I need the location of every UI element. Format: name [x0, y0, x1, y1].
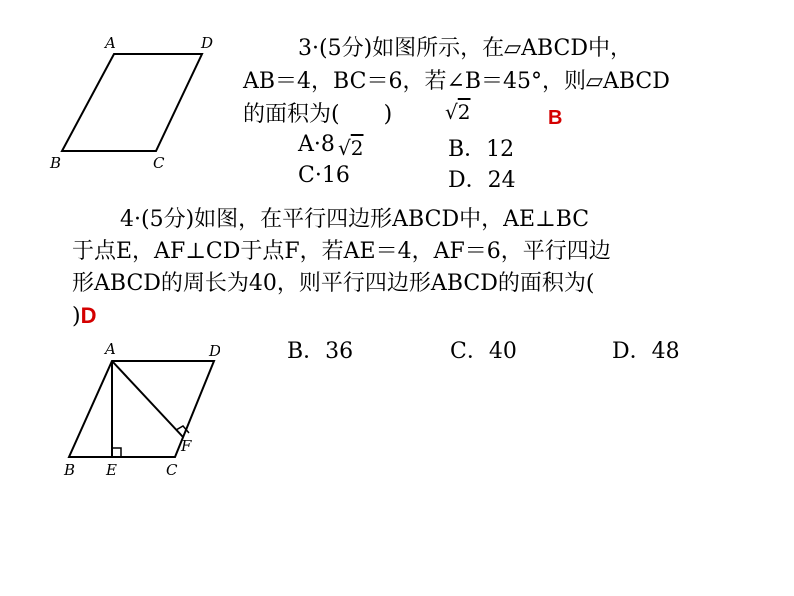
q4-line-3: 形ABCD的周长为40，则平行四边形ABCD的面积为( [72, 271, 595, 296]
q3-answer: B [548, 107, 563, 129]
q3-line-1: 3·(5分)如图所示，在▱ABCD中， [298, 36, 633, 61]
q4-answer: D [80, 303, 97, 328]
q4-parallelogram-diagram [62, 336, 220, 483]
q3-figure [47, 30, 214, 176]
q3-label-c: C [153, 154, 165, 172]
q3-option-a: A·8 [298, 132, 335, 157]
q4-label-e: E [106, 461, 117, 479]
q3-parallelogram-diagram [47, 30, 214, 176]
q3-label-b: B [50, 154, 62, 172]
q3-parallelogram [62, 54, 202, 151]
q3-sqrt-float: √2 [445, 100, 471, 124]
q4-label-d: D [209, 342, 220, 360]
q4-right-angle-e [112, 448, 121, 457]
q4-altitude-af [112, 361, 183, 437]
q4-option-b: B．36 [287, 339, 354, 364]
q4-option-d: D．48 [612, 339, 680, 364]
q4-line-4: )D [72, 303, 97, 329]
q3-label-d: D [201, 34, 214, 52]
q4-label-c: C [166, 461, 178, 479]
q4-line-2: 于点E，AF⊥CD于点F，若AE＝4，AF＝6，平行四边 [72, 239, 611, 264]
q4-label-f: F [181, 437, 192, 455]
q4-label-b: B [64, 461, 76, 479]
q3-label-a: A [105, 34, 116, 52]
q4-line-1: 4·(5分)如图，在平行四边形ABCD中，AE⊥BC [120, 207, 590, 232]
q3-line-2: AB＝4，BC＝6，若∠B＝45°，则▱ABCD [243, 69, 670, 94]
q3-option-d: D．24 [448, 168, 516, 193]
q3-option-a-sqrt: √2 [338, 136, 364, 160]
q4-figure [62, 336, 220, 483]
q4-parallelogram [69, 361, 214, 457]
q3-option-b: B．12 [448, 137, 515, 162]
q4-option-c: C．40 [450, 339, 517, 364]
q4-label-a: A [105, 340, 116, 358]
q3-line-3: 的面积为( ) [243, 102, 393, 127]
q3-option-c: C·16 [298, 163, 350, 188]
